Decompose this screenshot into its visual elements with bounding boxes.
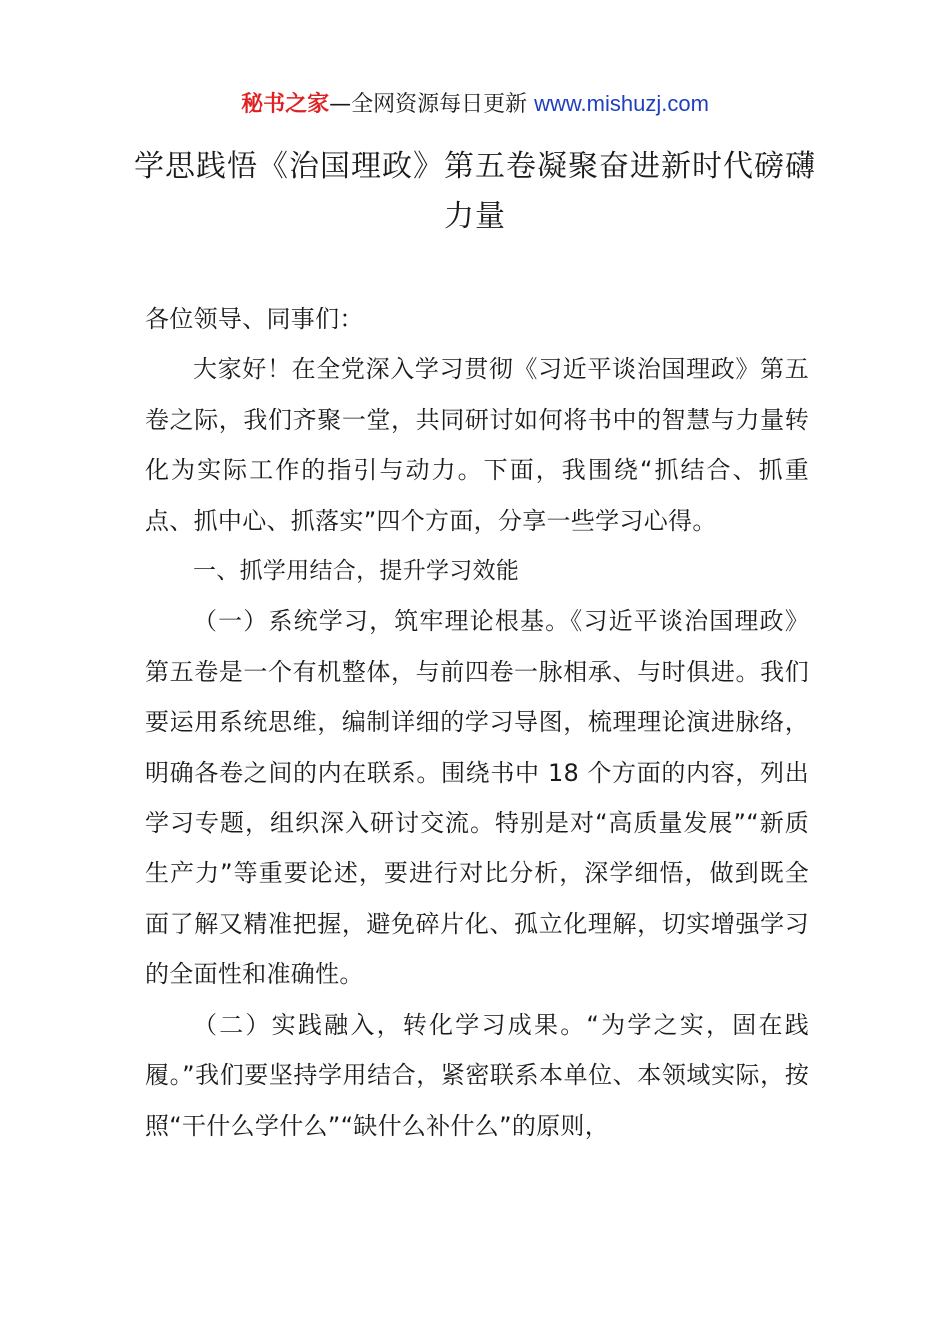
section-heading: 一、抓学用结合，提升学习效能 bbox=[193, 558, 520, 585]
site-url-link[interactable]: www.mishuzj.com bbox=[534, 91, 709, 116]
section-item-2: （二）实践融入，转化学习成果。“为学之实，固在践履。”我们要坚持学用结合，紧密联系本单位、本领域实际，按照“干什么学什么”“缺什么补什么”的原则， bbox=[145, 1010, 809, 1140]
document-body bbox=[145, 294, 809, 1151]
site-header bbox=[0, 86, 950, 123]
section-item-1: （一）系统学习，筑牢理论根基。《习近平谈治国理政》第五卷是一个有机整体，与前四卷一脉相承、与时俱进。我们要运用系统思维，编制详细的学习导图，梳理理论演进脉络，明确各卷之间的内在联系。围绕书中 18 个方面的内容，列出学习专题，组织深入研讨交流。特别是对“高质量发展”“新质生产力”等重要论述，要进行对比分析，深学细悟，做到既全面了解又精准把握，避免碎片化、孤立化理解，切实增强学习的全面性和准确性。 bbox=[145, 607, 810, 989]
brand-name: 秘书之家 bbox=[241, 92, 330, 117]
site-tagline: —全网资源每日更新 bbox=[329, 92, 535, 117]
greeting: 各位领导、同事们： bbox=[145, 305, 364, 333]
intro-paragraph: 大家好！在全党深入学习贯彻《习近平谈治国理政》第五卷之际，我们齐聚一堂，共同研讨如何将书中的智慧与力量转化为实际工作的指引与动力。下面，我围绕“抓结合、抓重点、抓中心、抓落实”四个方面，分享一些学习心得。 bbox=[145, 355, 809, 535]
document-title: 学思践悟《治国理政》第五卷凝聚奋进新时代磅礴力量 bbox=[134, 149, 816, 234]
